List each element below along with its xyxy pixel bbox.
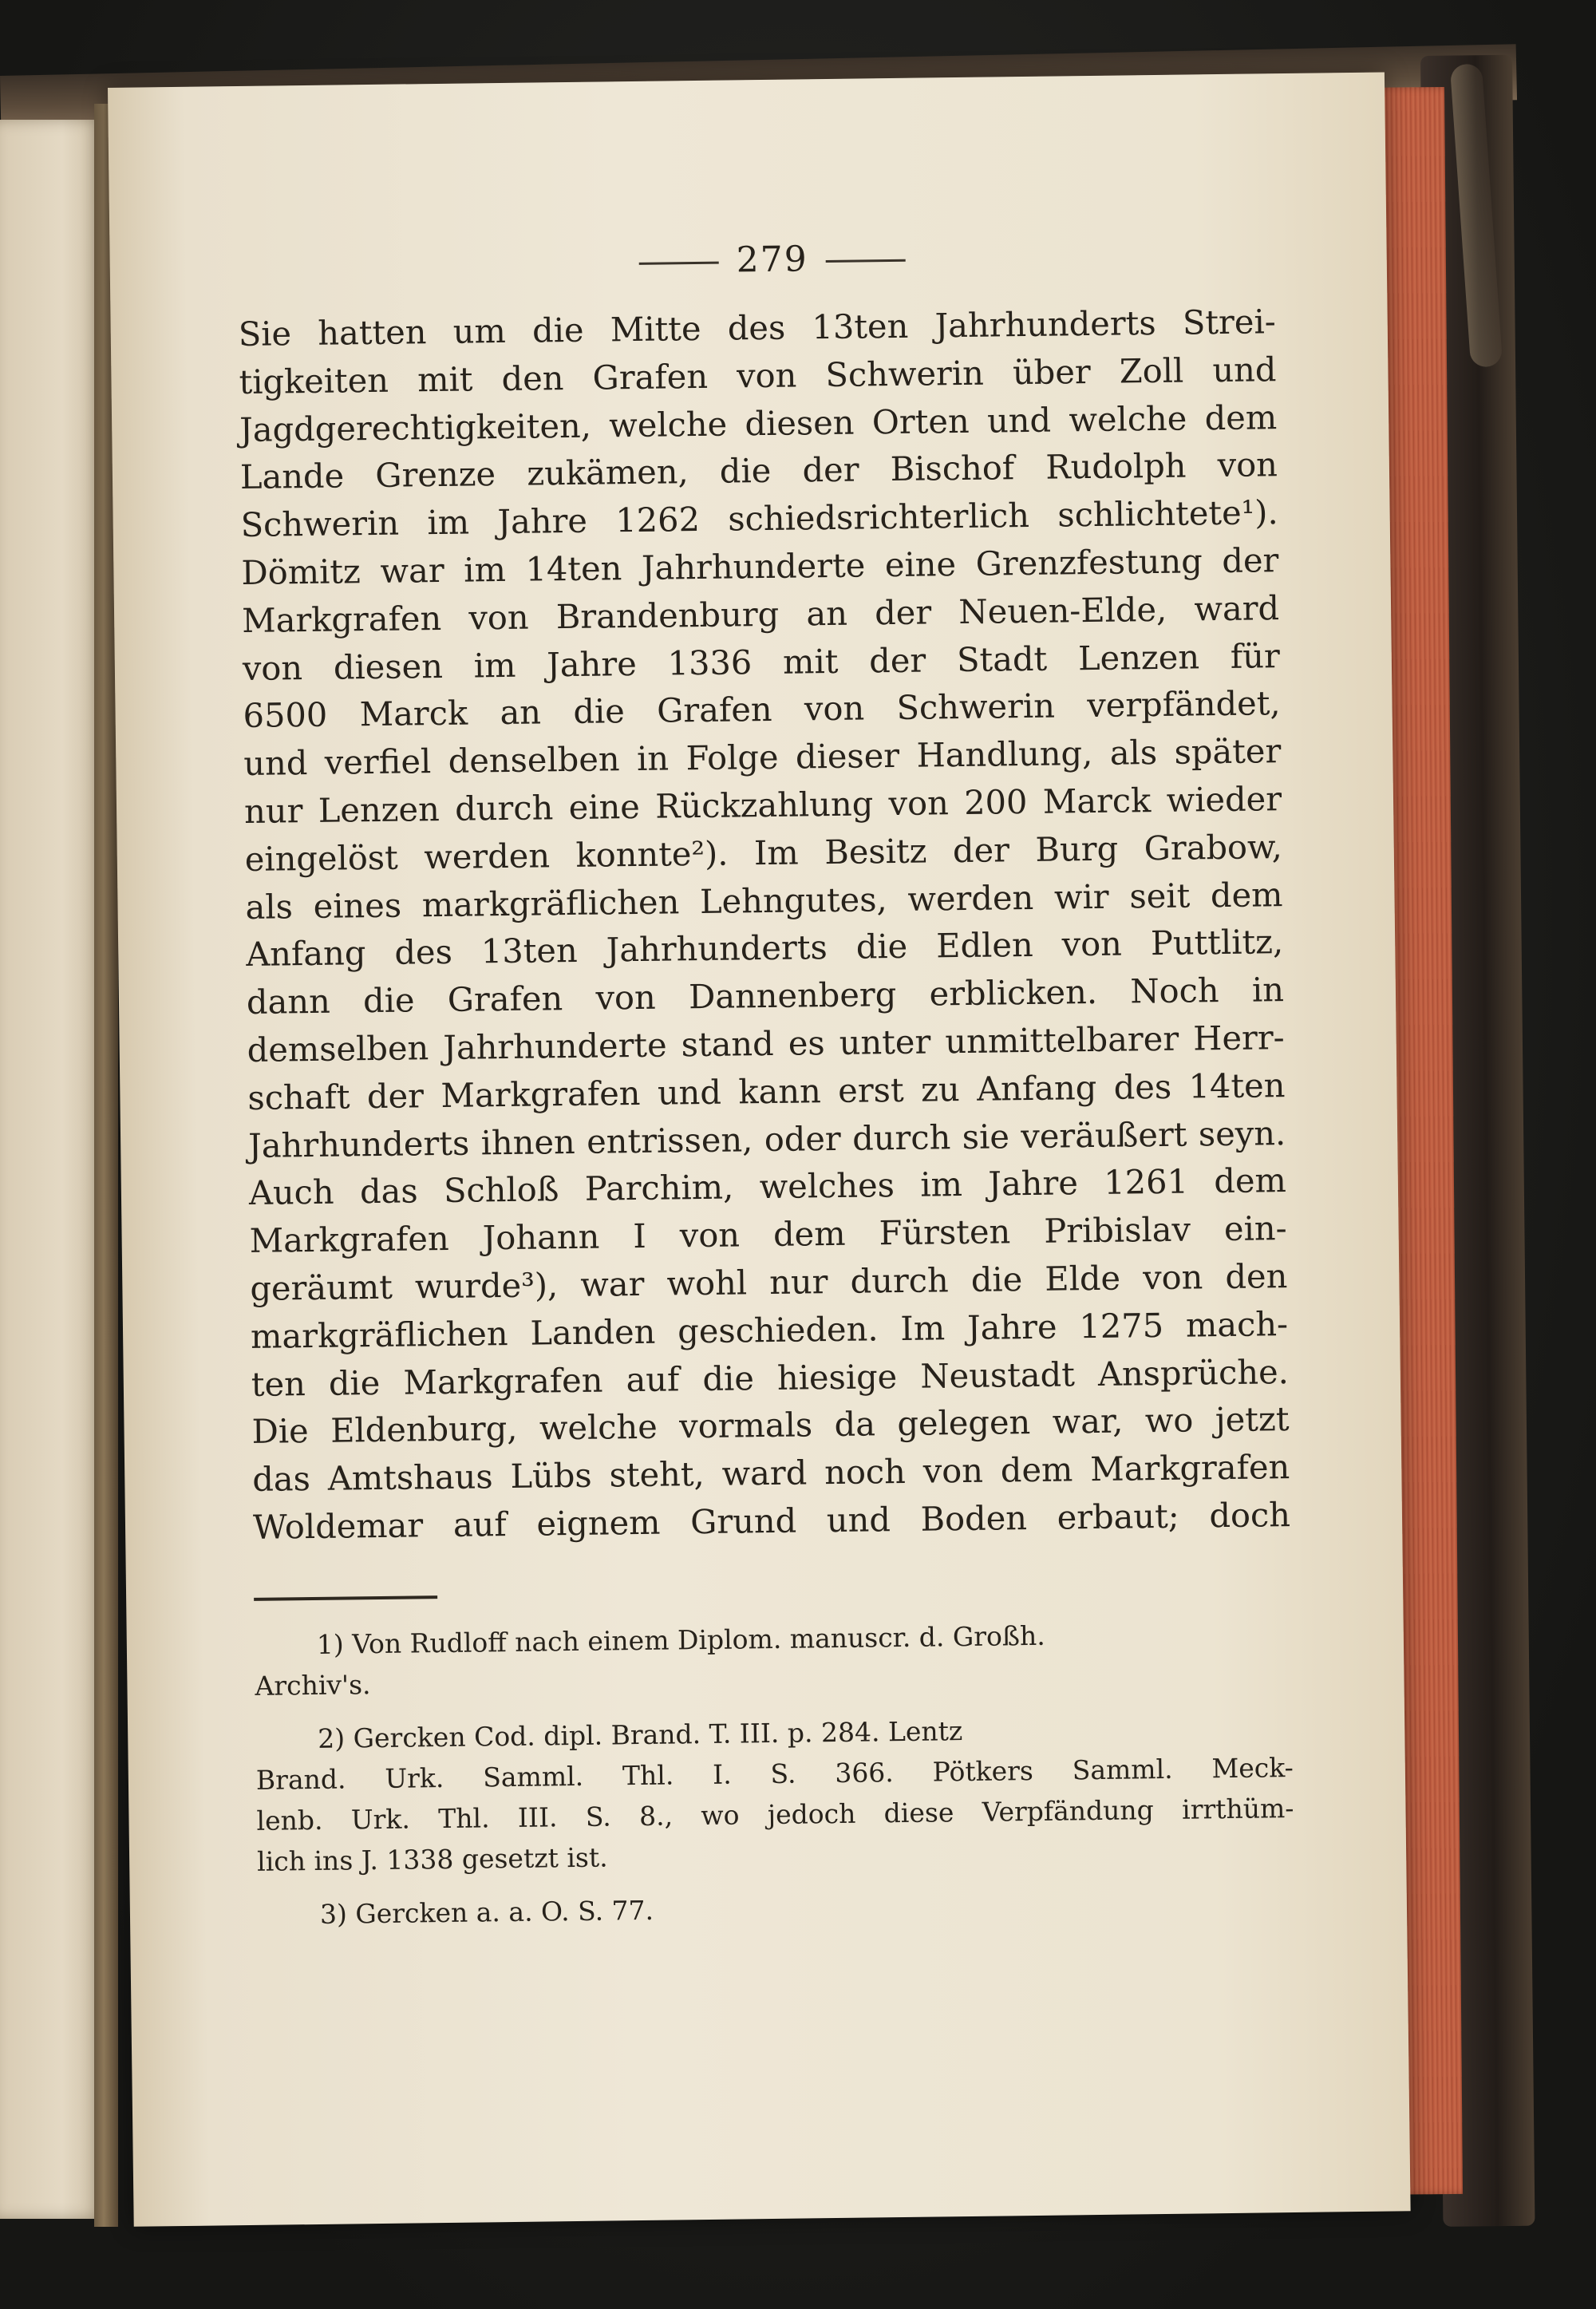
body-line: Jahrhunderts ihnen entrissen, oder durch sie veräußert seyn.	[247, 1113, 1286, 1165]
body-line: Woldemar auf eignem Grund und Boden erbaut; doch	[252, 1494, 1291, 1547]
body-line: eingelöst werden konnte²). Im Besitz der Burg Grabow,	[244, 826, 1283, 879]
footnote-2-line: lenb. Urk. Thl. III. S. 8., wo jedoch diese Verpfändung irrthüm-	[256, 1792, 1294, 1837]
book-page	[108, 72, 1411, 2226]
body-line: ten die Markgrafen auf die hiesige Neustadt Ansprüche.	[251, 1351, 1290, 1404]
body-line: Schwerin im Jahre 1262 schiedsrichterlich schlichtete¹).	[240, 492, 1278, 545]
body-line: Jagdgerechtigkeiten, welche diesen Orten und welche dem	[239, 397, 1278, 449]
body-line: Lande Grenze zukämen, die der Bischof Rudolph von	[239, 445, 1278, 497]
body-line: geräumt wurde³), war wohl nur durch die Elde von den	[250, 1255, 1288, 1308]
body-line: Markgrafen von Brandenburg an der Neuen-Elde, ward	[241, 587, 1280, 640]
page-content	[237, 233, 1295, 1935]
body-line: tigkeiten mit den Grafen von Schwerin über Zoll und	[239, 349, 1277, 401]
footnote-separator-rule	[254, 1595, 437, 1601]
body-line: von diesen im Jahre 1336 mit der Stadt Lenzen für	[242, 635, 1281, 688]
body-line: Die Eldenburg, welche vormals da gelegen war, wo jetzt	[251, 1399, 1290, 1452]
body-line: Sie hatten um die Mitte des 13ten Jahrhunderts Strei-	[238, 302, 1276, 354]
body-line: das Amtshaus Lübs steht, ward noch von dem Markgrafen	[252, 1447, 1290, 1500]
body-text	[238, 298, 1290, 1551]
body-line: Markgrafen Johann I von dem Fürsten Pribislav ein-	[249, 1208, 1287, 1261]
page-number: 279	[736, 239, 808, 281]
body-line: als eines markgräflichen Lehngutes, werden wir seit dem	[245, 874, 1283, 927]
body-line: schaft der Markgrafen und kann erst zu Anfang des 14ten	[247, 1065, 1286, 1117]
page-header	[269, 233, 1275, 286]
footnote-1-line: Archiv's.	[255, 1668, 371, 1702]
footnotes	[255, 1612, 1296, 1935]
body-line: 6500 Marck an die Grafen von Schwerin verpfändet,	[243, 683, 1281, 736]
footnote-3-line: 3) Gercken a. a. O. S. 77.	[319, 1894, 654, 1930]
body-line: Dömitz war im 14ten Jahrhunderte eine Grenzfestung der	[241, 540, 1279, 592]
header-dash-right	[826, 259, 906, 263]
body-line: Auch das Schloß Parchim, welches im Jahre 1261 dem	[248, 1160, 1287, 1213]
body-line: dann die Grafen von Dannenberg erblicken. Noch in	[246, 970, 1285, 1022]
body-line: Anfang des 13ten Jahrhunderts die Edlen von Puttlitz,	[245, 922, 1284, 975]
previous-page-edge	[0, 120, 104, 2219]
footnote-2-line: Brand. Urk. Samml. Thl. I. S. 366. Pötkers Samml. Meck-	[255, 1751, 1294, 1796]
footnote-1-line: 1) Von Rudloff nach einem Diplom. manuscr. d. Großh.	[316, 1619, 1045, 1660]
footnote-2-line: 2) Gercken Cod. dipl. Brand. T. III. p. 284. Lentz	[318, 1714, 963, 1754]
body-line: demselben Jahrhunderte stand es unter unmittelbarer Herr-	[247, 1018, 1285, 1069]
body-line: nur Lenzen durch eine Rückzahlung von 200 Marck wieder	[243, 779, 1282, 831]
footnote-2-line: lich ins J. 1338 gesetzt ist.	[256, 1841, 608, 1877]
header-dash-left	[639, 262, 719, 265]
body-line: und verfiel denselben in Folge dieser Handlung, als später	[243, 731, 1282, 784]
body-line: markgräflichen Landen geschieden. Im Jahre 1275 mach-	[250, 1303, 1289, 1356]
